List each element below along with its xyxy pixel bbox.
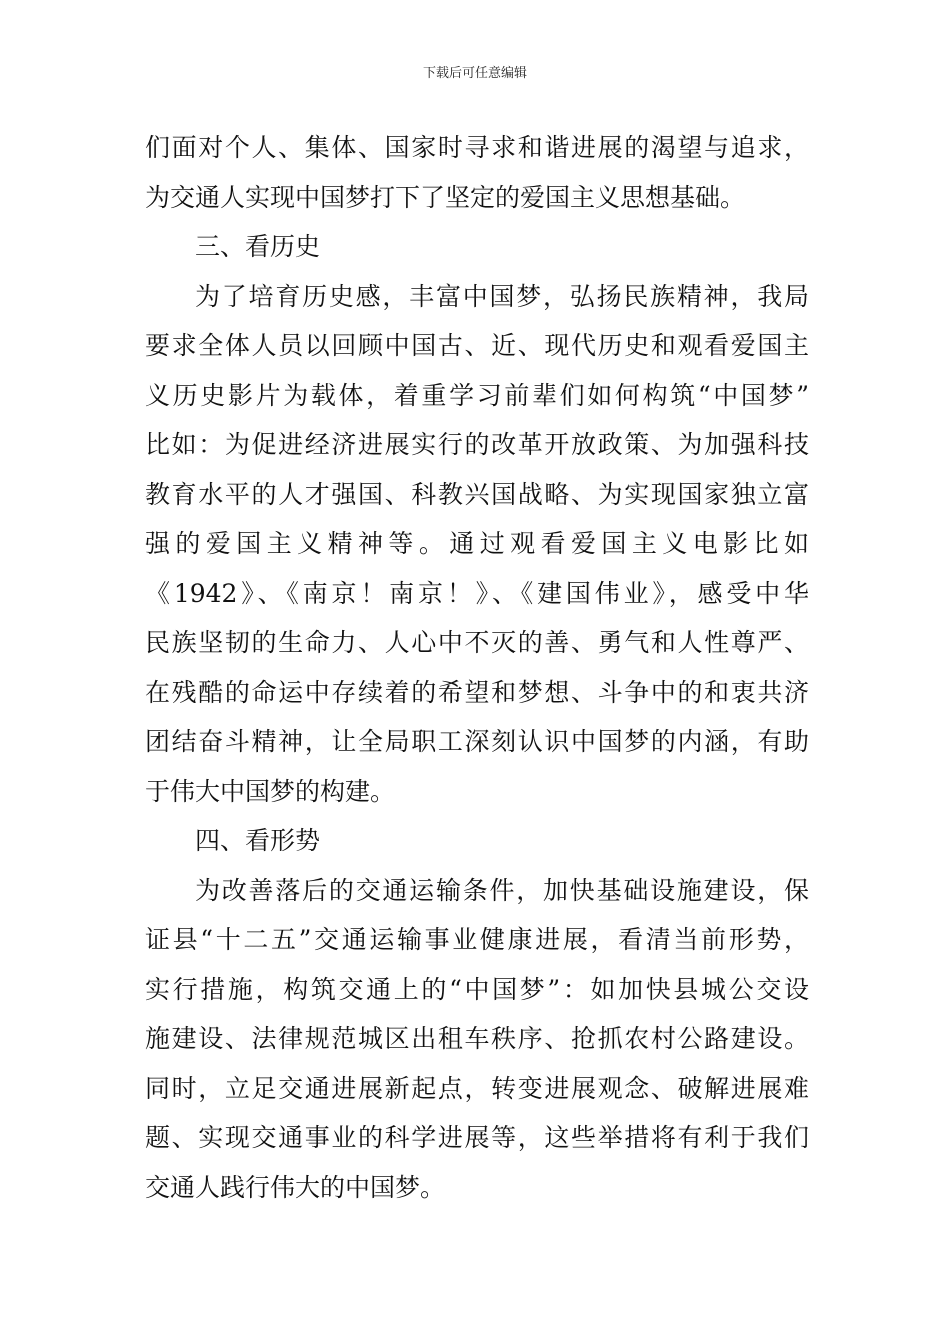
text-line: 教育水平的人才强国、科教兴国战略、为实现国家独立富: [145, 479, 809, 509]
text-line: 在残酷的命运中存续着的希望和梦想、斗争中的和衷共济: [145, 677, 809, 707]
text-line: 民族坚韧的生命力、人心中不灭的善、勇气和人性尊严、: [145, 628, 809, 657]
text-line: 题、实现交通事业的科学进展等，这些举措将有利于我们: [145, 1123, 809, 1152]
text-line: 为了培育历史感，丰富中国梦，弘扬民族精神，我局: [195, 281, 809, 311]
text-line: 施建设、法律规范城区出租车秩序、抢抓农村公路建设。: [145, 1024, 809, 1053]
document-body: [145, 123, 809, 1212]
text-line: 比如：为促进经济进展实行的改革开放政策、为加强科技: [145, 430, 809, 459]
text-line: 义历史影片为载体，着重学习前辈们如何构筑“中国梦”: [145, 380, 809, 410]
text-line: 们面对个人、集体、国家时寻求和谐进展的渴望与追求，: [145, 133, 809, 162]
page-header: 下载后可任意编辑: [422, 66, 527, 81]
text-line: 为改善落后的交通运输条件，加快基础设施建设，保: [195, 875, 809, 905]
text-line: 于伟大中国梦的构建。: [145, 776, 396, 806]
text-line: 实行措施，构筑交通上的“中国梦”：如加快县城公交设: [145, 974, 809, 1004]
text-line: 《1942》、《南京！南京！》、《建国伟业》，感受中华: [145, 578, 809, 608]
text-line: 证县“十二五”交通运输事业健康进展，看清当前形势，: [145, 925, 809, 954]
text-line: 同时，立足交通进展新起点，转变进展观念、破解进展难: [145, 1073, 809, 1103]
text-line: 为交通人实现中国梦打下了坚定的爱国主义思想基础。: [145, 182, 746, 212]
section-heading: 三、看历史: [195, 232, 321, 261]
text-line: 交通人践行伟大的中国梦。: [145, 1172, 446, 1202]
section-heading: 四、看形势: [195, 826, 321, 855]
text-line: 要求全体人员以回顾中国古、近、现代历史和观看爱国主: [145, 331, 809, 360]
text-line: 团结奋斗精神，让全局职工深刻认识中国梦的内涵，有助: [145, 727, 809, 756]
text-line: 强的爱国主义精神等。通过观看爱国主义电影比如: [145, 529, 809, 558]
